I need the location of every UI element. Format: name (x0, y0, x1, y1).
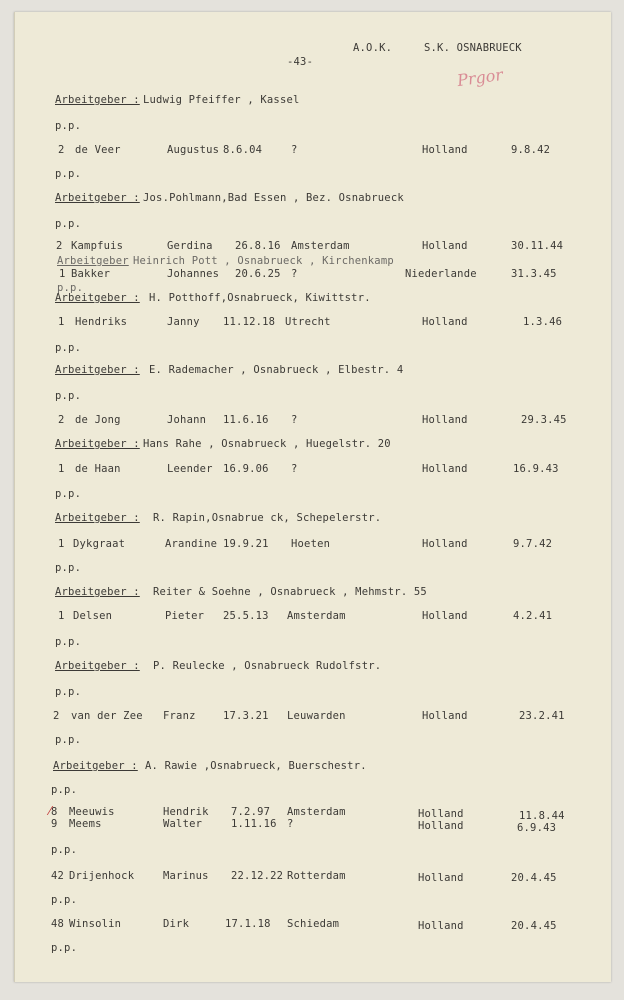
record-date: 29.3.45 (521, 414, 567, 426)
country: Holland (422, 144, 468, 156)
first-name: Dirk (163, 918, 190, 930)
record-date: 9.8.42 (511, 144, 551, 156)
first-name: Franz (163, 710, 196, 722)
surname: Bakker (71, 268, 111, 280)
country: Holland (422, 538, 468, 550)
birth-place: Rotterdam (287, 870, 346, 882)
birth-place: ? (291, 268, 298, 280)
first-name: Janny (167, 316, 200, 328)
record-date: 20.4.45 (511, 872, 557, 884)
birth-place: Leuwarden (287, 710, 346, 722)
row-number: 42 (51, 870, 65, 882)
country: Holland (418, 820, 464, 832)
record-date: 23.2.41 (519, 710, 565, 722)
row-number: 1 (59, 268, 66, 280)
record-date: 1.3.46 (523, 316, 563, 328)
pp-marker: p.p. (51, 894, 78, 906)
employer-label: Arbeitgeber : (55, 292, 140, 304)
pp-marker: p.p. (55, 168, 82, 180)
record-date: 9.7.42 (513, 538, 553, 550)
row-number: 8 (51, 806, 58, 818)
birth-date: 8.6.04 (223, 144, 263, 156)
pp-marker: p.p. (57, 282, 84, 294)
row-number: 1 (58, 316, 65, 328)
birth-date: 11.12.18 (223, 316, 276, 328)
pencil-annotation: Prgor (455, 64, 505, 91)
employer-label: Arbeitgeber : (53, 760, 138, 772)
employer-name: Hans Rahe , Osnabrueck , Huegelstr. 20 (143, 438, 391, 450)
employer-label: Arbeitgeber : (55, 586, 140, 598)
country: Holland (422, 316, 468, 328)
first-name: Johann (167, 414, 207, 426)
birth-place: Hoeten (291, 538, 331, 550)
birth-date: 17.1.18 (225, 918, 271, 930)
employer-name: Heinrich Pott , Osnabrueck , Kirchenkamp (133, 255, 394, 267)
first-name: Walter (163, 818, 203, 830)
record-date: 4.2.41 (513, 610, 553, 622)
surname: Meeuwis (69, 806, 115, 818)
first-name: Augustus (167, 144, 220, 156)
row-number: 2 (56, 240, 63, 252)
country: Holland (422, 240, 468, 252)
pp-marker: p.p. (51, 784, 78, 796)
birth-date: 1.11.16 (231, 818, 277, 830)
employer-label: Arbeitgeber : (55, 94, 140, 106)
surname: de Haan (75, 463, 121, 475)
row-number: 1 (58, 538, 65, 550)
birth-place: ? (287, 818, 294, 830)
red-correction-mark: ⁄ (49, 804, 52, 818)
row-number: 2 (58, 414, 65, 426)
surname: van der Zee (71, 710, 143, 722)
pp-marker: p.p. (55, 218, 82, 230)
pp-marker: p.p. (55, 342, 82, 354)
birth-place: Amsterdam (287, 806, 346, 818)
surname: Kampfuis (71, 240, 124, 252)
country: Holland (418, 920, 464, 932)
pp-marker: p.p. (55, 562, 82, 574)
birth-date: 17.3.21 (223, 710, 269, 722)
pp-marker: p.p. (51, 844, 78, 856)
first-name: Leender (167, 463, 213, 475)
employer-label: Arbeitgeber : (55, 192, 140, 204)
surname: de Jong (75, 414, 121, 426)
country: Holland (422, 414, 468, 426)
country: Niederlande (405, 268, 477, 280)
birth-date: 20.6.25 (235, 268, 281, 280)
pp-marker: p.p. (55, 734, 82, 746)
surname: de Veer (75, 144, 121, 156)
pp-marker: p.p. (55, 636, 82, 648)
surname: Dykgraat (73, 538, 126, 550)
country: Holland (418, 808, 464, 820)
pp-marker: p.p. (55, 686, 82, 698)
birth-date: 25.5.13 (223, 610, 269, 622)
birth-place: Schiedam (287, 918, 340, 930)
surname: Winsolin (69, 918, 122, 930)
employer-name: P. Reulecke , Osnabrueck Rudolfstr. (153, 660, 382, 672)
surname: Drijenhock (69, 870, 135, 882)
first-name: Gerdina (167, 240, 213, 252)
country: Holland (422, 610, 468, 622)
row-number: 1 (58, 463, 65, 475)
first-name: Pieter (165, 610, 205, 622)
row-number: 48 (51, 918, 65, 930)
employer-label: Arbeitgeber : (55, 438, 140, 450)
first-name: Johannes (167, 268, 220, 280)
first-name: Arandine (165, 538, 218, 550)
employer-label: Arbeitgeber : (55, 660, 140, 672)
employer-name: R. Rapin,Osnabrue ck, Schepelerstr. (153, 512, 382, 524)
birth-date: 19.9.21 (223, 538, 269, 550)
pp-marker: p.p. (55, 120, 82, 132)
employer-label: Arbeitgeber : (55, 364, 140, 376)
country: Holland (418, 872, 464, 884)
birth-date: 11.6.16 (223, 414, 269, 426)
birth-place: Utrecht (285, 316, 331, 328)
record-date: 20.4.45 (511, 920, 557, 932)
employer-name: Ludwig Pfeiffer , Kassel (143, 94, 300, 106)
pp-marker: p.p. (51, 942, 78, 954)
birth-place: Amsterdam (291, 240, 350, 252)
pp-marker: p.p. (55, 488, 82, 500)
header-sk: S.K. OSNABRUECK (424, 42, 522, 54)
surname: Hendriks (75, 316, 128, 328)
employer-label: Arbeitgeber (57, 255, 129, 267)
document-page (14, 12, 611, 982)
page-number: -43- (287, 56, 314, 68)
birth-date: 22.12.22 (231, 870, 284, 882)
birth-place: ? (291, 414, 298, 426)
row-number: 2 (53, 710, 60, 722)
record-date: 16.9.43 (513, 463, 559, 475)
row-number: 1 (58, 610, 65, 622)
record-date: 6.9.43 (517, 822, 557, 834)
birth-date: 7.2.97 (231, 806, 271, 818)
employer-name: A. Rawie ,Osnabrueck, Buerschestr. (145, 760, 367, 772)
row-number: 2 (58, 144, 65, 156)
surname: Delsen (73, 610, 113, 622)
employer-name: E. Rademacher , Osnabrueck , Elbestr. 4 (149, 364, 404, 376)
employer-label: Arbeitgeber : (55, 512, 140, 524)
employer-name: H. Potthoff,Osnabrueck, Kiwittstr. (149, 292, 371, 304)
record-date: 30.11.44 (511, 240, 564, 252)
birth-place: ? (291, 144, 298, 156)
employer-name: Reiter & Soehne , Osnabrueck , Mehmstr. 55 (153, 586, 427, 598)
first-name: Hendrik (163, 806, 209, 818)
employer-name: Jos.Pohlmann,Bad Essen , Bez. Osnabrueck (143, 192, 404, 204)
pp-marker: p.p. (55, 390, 82, 402)
header-aok: A.O.K. (353, 42, 393, 54)
row-number: 9 (51, 818, 58, 830)
birth-date: 16.9.06 (223, 463, 269, 475)
country: Holland (422, 710, 468, 722)
birth-date: 26.8.16 (235, 240, 281, 252)
surname: Meems (69, 818, 102, 830)
first-name: Marinus (163, 870, 209, 882)
birth-place: Amsterdam (287, 610, 346, 622)
birth-place: ? (291, 463, 298, 475)
country: Holland (422, 463, 468, 475)
record-date: 31.3.45 (511, 268, 557, 280)
record-date: 11.8.44 (519, 810, 565, 822)
